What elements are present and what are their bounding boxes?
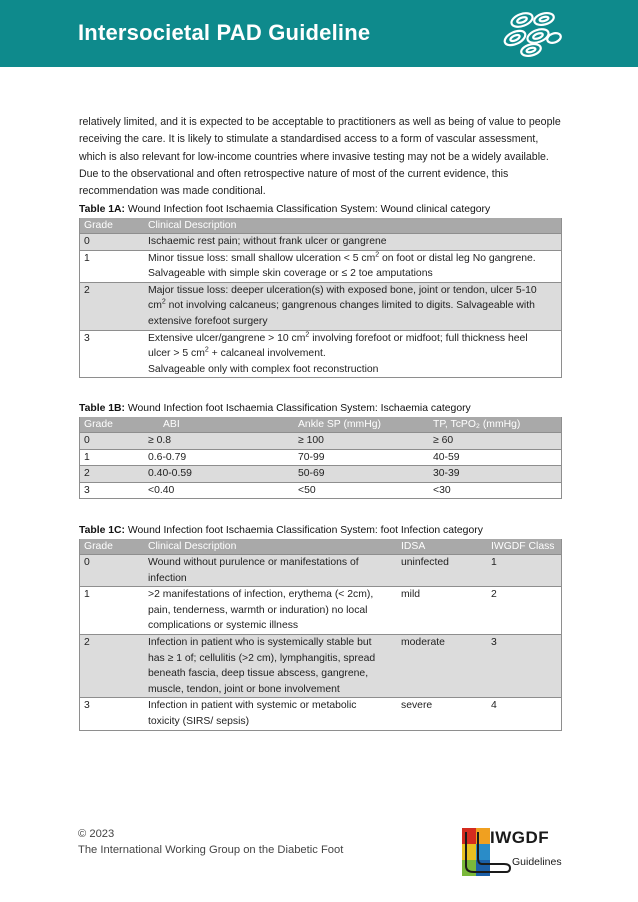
table-1b-caption-text: Wound Infection foot Ischaemia Classification System: Ischaemia category [127,403,471,414]
table-header-row [80,417,561,432]
superscript: 2 [305,331,310,339]
ankle-sp-cell: 70-99 [298,451,325,463]
ankle-sp-cell: 50-69 [298,468,325,480]
description-text: involving forefoot or midfoot; full thickness heel [309,332,528,344]
superscript: 2 [375,251,380,259]
description-text: on foot or distal leg No gangrene. [379,252,536,264]
abi-cell: 0.6-0.79 [148,451,187,463]
description-text: >2 manifestations of infection, erythema (< 2cm), [148,589,374,601]
table-row [80,586,561,634]
grade-cell: 0 [84,435,90,446]
table-row [80,697,561,729]
table-1c-caption-label: Table 1C: [79,525,125,536]
description-text: Salvageable with simple skin coverage or ≤ 2 toe amputations [148,268,433,280]
description-text: has ≥ 1 of; cellulitis (>2 cm), lymphangitis, spread [148,652,376,664]
grade-cell: 2 [84,468,90,480]
header-cell: Ankle SP (mmHg) [298,419,381,430]
grade-cell: 3 [84,484,90,496]
grade-cell: 1 [84,589,90,601]
cells-icon [498,8,564,58]
idsa-cell: severe [401,700,433,712]
header-cell: Grade [84,541,113,552]
table-row [80,282,561,330]
table-row [80,482,561,499]
description-text: muscle, tendon, joint or bone involvement [148,683,340,695]
description-cell [144,283,561,330]
table-1a-caption [79,203,562,218]
description-cell [144,587,397,634]
tp-cell: 40-59 [433,451,460,463]
abi-cell: 0.40-0.59 [148,468,192,480]
description-text: Infection in patient who is systemically stable but [148,636,372,648]
table-row [80,449,561,466]
tp-cell: 30-39 [433,468,460,480]
table-row [80,330,561,378]
description-cell [144,331,561,378]
description-text: beneath fascia, deep tissue abscess, gangrene, [148,668,369,680]
footer-copyright: © 2023 [78,828,115,840]
table-1c-caption [79,524,562,539]
superscript: 2 [161,298,166,306]
table-1b [79,402,562,499]
iwgdf-logo-name: IWGDF [490,828,550,847]
abi-cell: ≥ 0.8 [148,435,172,446]
idsa-cell: moderate [401,636,445,648]
description-cell: Ischaemic rest pain; without frank ulcer or gangrene [148,236,387,247]
description-cell [144,555,397,586]
table-1b-grid [79,417,562,499]
table-1a-caption-label: Table 1A: [79,204,125,215]
table-header-row [80,218,561,233]
description-text: Salvageable only with complex foot reconstruction [148,363,379,375]
grade-cell: 3 [84,332,90,344]
grade-cell: 0 [84,557,90,568]
description-text: Infection in patient with systemic or metabolic [148,700,357,712]
header-title: Intersocietal PAD Guideline [78,20,371,45]
description-text: + calcaneal involvement. [208,348,326,360]
superscript: 2 [204,346,209,354]
description-text: ulcer > 5 cm [148,348,205,360]
grade-cell: 1 [84,451,90,463]
ankle-sp-cell: ≥ 100 [298,435,324,446]
table-header-row [80,539,561,554]
description-text: extensive forefoot surgery [148,315,268,327]
idsa-cell: mild [401,589,421,601]
iwgdf-class-cell: 4 [491,700,497,712]
iwgdf-class-cell: 1 [491,557,497,568]
table-1b-caption-label: Table 1B: [79,403,125,414]
description-text: cm [148,300,162,312]
description-text: Wound without purulence or manifestations of [148,557,359,568]
description-text: Major tissue loss: deeper ulceration(s) with exposed bone, joint or tendon, ulcer 5-10 [148,284,537,296]
grade-cell: 2 [84,636,90,648]
table-1a [79,203,562,378]
tp-cell: <30 [433,484,451,496]
iwgdf-logo-subtitle: Guidelines [512,856,562,868]
page-header [0,0,638,67]
grade-cell: 0 [84,236,90,247]
table-1a-caption-text: Wound Infection foot Ischaemia Classification System: Wound clinical category [127,204,491,215]
table-row [80,233,561,250]
description-text: pain, tenderness, warmth or induration) no local [148,604,368,616]
header-cell: IDSA [401,541,426,552]
tp-cell: ≥ 60 [433,435,454,446]
iwgdf-class-cell: 3 [491,636,497,648]
description-text: Minor tissue loss: small shallow ulceration < 5 cm [148,252,376,264]
table-row [80,432,561,449]
description-text: Extensive ulcer/gangrene > 10 cm [148,332,306,344]
iwgdf-class-cell: 2 [491,589,497,601]
table-1c-grid [79,539,562,731]
table-1c-caption-text: Wound Infection foot Ischaemia Classification System: foot Infection category [127,525,483,536]
abi-cell: <0.40 [148,484,175,496]
grade-cell: 3 [84,700,90,712]
header-cell: ABI [163,419,180,430]
table-row [80,554,561,586]
header-cell: IWGDF Class [491,541,555,552]
header-cell: Grade [84,419,113,430]
table-1b-caption [79,402,562,417]
table-row [80,634,561,697]
header-cell: TP, TcPO₂ (mmHg) [433,419,521,430]
description-text: not involving calcaneus; gangrenous changes limited to digits. Salvageable with [165,300,535,312]
ankle-sp-cell: <50 [298,484,316,496]
footer-organization: The International Working Group on the Diabetic Foot [78,844,344,856]
table-row [80,465,561,482]
idsa-cell: uninfected [401,557,449,568]
description-cell [144,698,397,729]
description-text: infection [148,572,187,584]
header-cell: Clinical Description [148,541,237,552]
table-1a-grid [79,218,562,378]
description-text: toxicity (SIRS/ sepsis) [148,715,250,727]
description-cell [144,635,397,697]
table-row [80,250,561,282]
header-cell: Clinical Description [148,220,237,231]
description-text: complications or systemic illness [148,620,299,632]
grade-cell: 2 [84,284,90,296]
header-cell: Grade [84,220,113,231]
grade-cell: 1 [84,252,90,264]
description-cell [144,251,561,282]
table-1c [79,524,562,731]
intro-paragraph: relatively limited, and it is expected to be acceptable to practitioners as well as being of value to people receiving the care. It is likely to stimulate a standardised access to a form of vascular assessment, which is also relevant for low-income countries where invasive testing may not be a widely available. Due to the observational and often retrospective nature of most of the current evidence, this recommendation was made conditional. [79,116,561,198]
